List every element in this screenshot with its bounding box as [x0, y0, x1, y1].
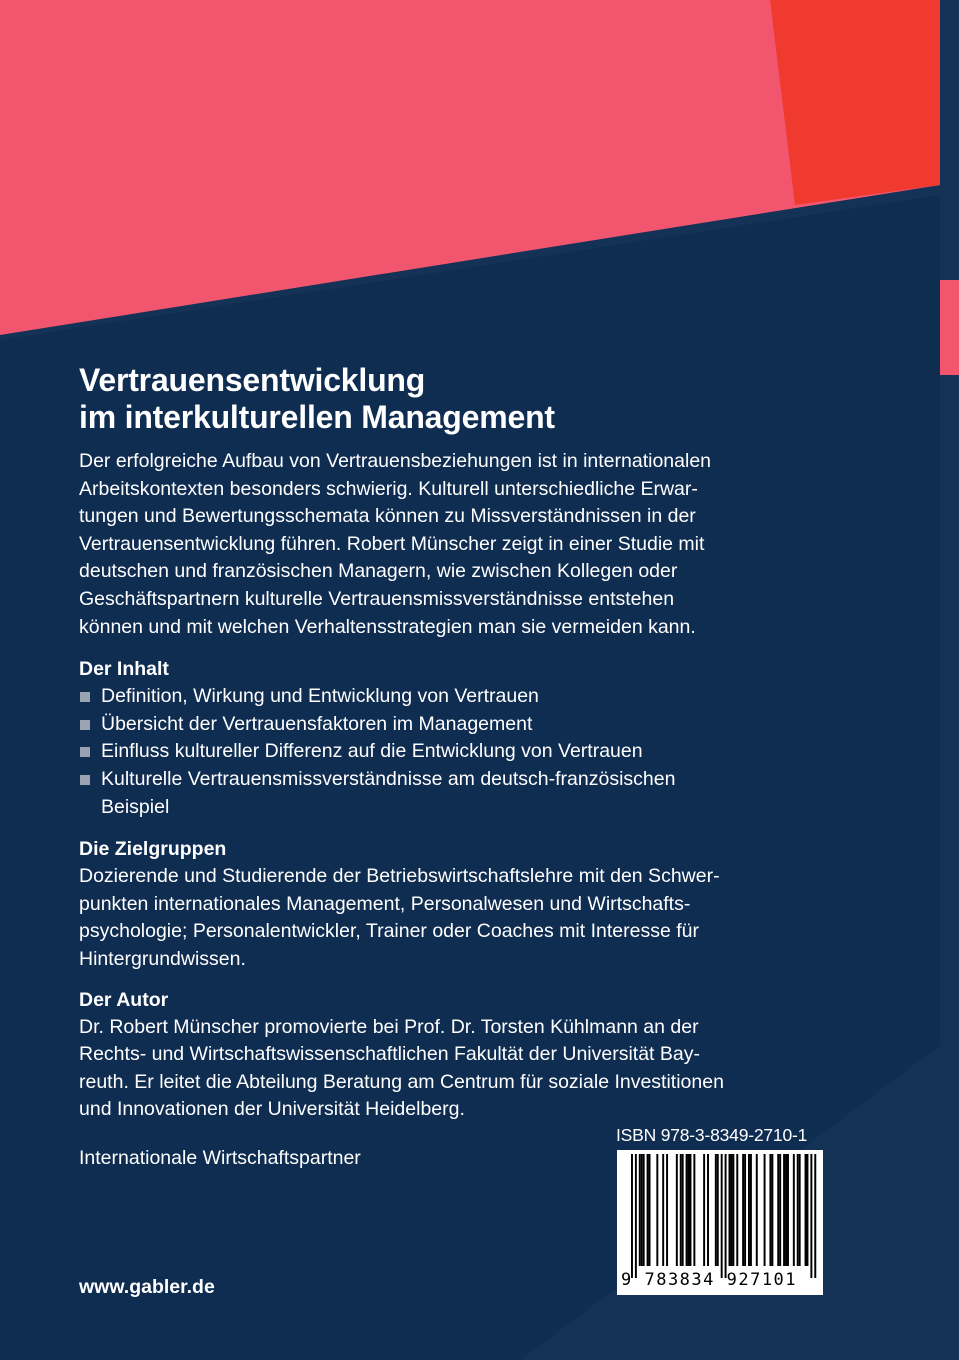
barcode-bar [707, 1154, 709, 1266]
barcode-bar [810, 1154, 812, 1278]
barcode-bar [748, 1154, 750, 1266]
barcode-bar [805, 1154, 807, 1266]
red-shape [770, 0, 940, 205]
title-line-2: im interkulturellen Management [79, 399, 555, 435]
barcode-bar [793, 1154, 795, 1266]
barcode-bar [797, 1154, 799, 1266]
barcode-bar [641, 1154, 643, 1266]
audience-line: Dozierende und Studierende der Betriebswirtschaftslehre mit den Schwer- [79, 865, 720, 888]
list-item-text: Definition, Wirkung und Entwicklung von Vertrauen [101, 685, 539, 708]
barcode-bar [730, 1154, 732, 1266]
barcode-bar [676, 1154, 678, 1266]
contents-section [79, 656, 819, 821]
barcode-bar [771, 1154, 773, 1266]
contents-heading: Der Inhalt [79, 658, 169, 681]
barcode-bar [686, 1154, 688, 1266]
barcode-bar [814, 1154, 816, 1278]
list-item-text: Einfluss kultureller Differenz auf die Entwicklung von Vertrauen [101, 740, 643, 763]
author-section [79, 987, 819, 1124]
barcode-bar [779, 1154, 781, 1266]
bullet-icon [80, 692, 90, 702]
isbn-label: ISBN 978-3-8349-2710-1 [616, 1125, 808, 1145]
list-item-text: Kulturelle Vertrauensmissverständnisse am deutsch-französischen [101, 767, 676, 790]
barcode-bar [715, 1154, 717, 1266]
barcode-bar [682, 1154, 684, 1266]
barcode-bar [729, 1154, 731, 1266]
barcode-bar [631, 1154, 633, 1278]
barcode-bar [680, 1154, 682, 1266]
back-cover-text [79, 362, 819, 1124]
audience-line: punkten internationales Management, Personalwesen und Wirtschafts- [79, 892, 691, 915]
list-item [79, 711, 819, 739]
pink-tab-shape [940, 280, 959, 375]
bullet-icon [80, 720, 90, 730]
barcode-bar [769, 1154, 771, 1266]
barcode-bar [703, 1154, 705, 1266]
barcode-digits: 9 783834 927101 [621, 1270, 798, 1290]
barcode-bar [732, 1154, 734, 1266]
publisher-website: www.gabler.de [79, 1276, 215, 1298]
barcode-bar [688, 1154, 690, 1266]
barcode-bar [721, 1154, 723, 1278]
audience-section [79, 836, 819, 973]
intro-line: Arbeitskontexten besonders schwierig. Kulturell unterschiedliche Erwar- [79, 477, 698, 500]
audience-line: Hintergrundwissen. [79, 947, 246, 970]
barcode-bar [662, 1154, 664, 1266]
barcode-bar [807, 1154, 809, 1266]
barcode-bar [744, 1154, 746, 1266]
barcode-bar [777, 1154, 779, 1266]
barcode-bar [635, 1154, 637, 1278]
list-item [79, 683, 819, 711]
barcode-bar [717, 1154, 719, 1266]
barcode-bar [639, 1154, 641, 1266]
intro-paragraph [79, 448, 819, 641]
barcode-bar [690, 1154, 692, 1266]
author-line: und Innovationen der Universität Heidelberg. [79, 1098, 465, 1121]
barcode-bar [783, 1154, 785, 1266]
barcode-bar [736, 1154, 738, 1266]
list-item [79, 738, 819, 766]
barcode-bar [647, 1154, 649, 1266]
author-line: Rechts- und Wirtschaftswissenschaftlichen Fakultät der Universität Bay- [79, 1043, 700, 1066]
intro-line: tungen und Bewertungsschemata können zu Missverständnissen in der [79, 505, 696, 528]
intro-line: deutschen und französischen Managern, wie zwischen Kollegen oder [79, 560, 678, 583]
contents-list [79, 683, 819, 821]
list-item-text: Übersicht der Vertrauensfaktoren im Management [101, 712, 533, 735]
barcode-bar [742, 1154, 744, 1266]
intro-line: Der erfolgreiche Aufbau von Vertrauensbeziehungen ist in internationalen [79, 450, 712, 472]
barcode [617, 1150, 823, 1295]
author-heading: Der Autor [79, 988, 169, 1011]
title-line-1: Vertrauensentwicklung [79, 362, 426, 398]
author-line: reuth. Er leitet die Abteilung Beratung am Centrum für soziale Investitionen [79, 1070, 724, 1093]
barcode-bar [725, 1154, 727, 1278]
bullet-icon [80, 775, 90, 785]
barcode-bar [649, 1154, 651, 1266]
barcode-bar [787, 1154, 789, 1266]
barcode-bar [756, 1154, 758, 1266]
barcode-bar [750, 1154, 752, 1266]
barcode-bar [656, 1154, 658, 1266]
intro-line: Geschäftspartnern kulturelle Vertrauensmissverständnisse entstehen [79, 587, 675, 610]
barcode-bar [785, 1154, 787, 1266]
barcode-bar [693, 1154, 695, 1266]
audience-heading: Die Zielgruppen [79, 838, 227, 861]
barcode-bar [666, 1154, 668, 1266]
barcode-bar [799, 1154, 801, 1266]
barcode-bar [643, 1154, 645, 1266]
book-title [79, 362, 819, 436]
audience-line: psychologie; Personalentwickler, Trainer oder Coaches mit Interesse für [79, 920, 699, 943]
list-item [79, 766, 819, 821]
list-item-text-cont: Beispiel [101, 795, 170, 818]
intro-line: Vertrauensentwicklung führen. Robert Münscher zeigt in einer Studie mit [79, 532, 705, 555]
series-name: Internationale Wirtschaftspartner [79, 1147, 361, 1169]
bullet-icon [80, 747, 90, 757]
author-line: Dr. Robert Münscher promovierte bei Prof. Dr. Torsten Kühlmann an der [79, 1015, 699, 1038]
intro-line: können und mit welchen Verhaltensstrategien man sie vermeiden kann. [79, 615, 696, 638]
barcode-bar [764, 1154, 766, 1266]
